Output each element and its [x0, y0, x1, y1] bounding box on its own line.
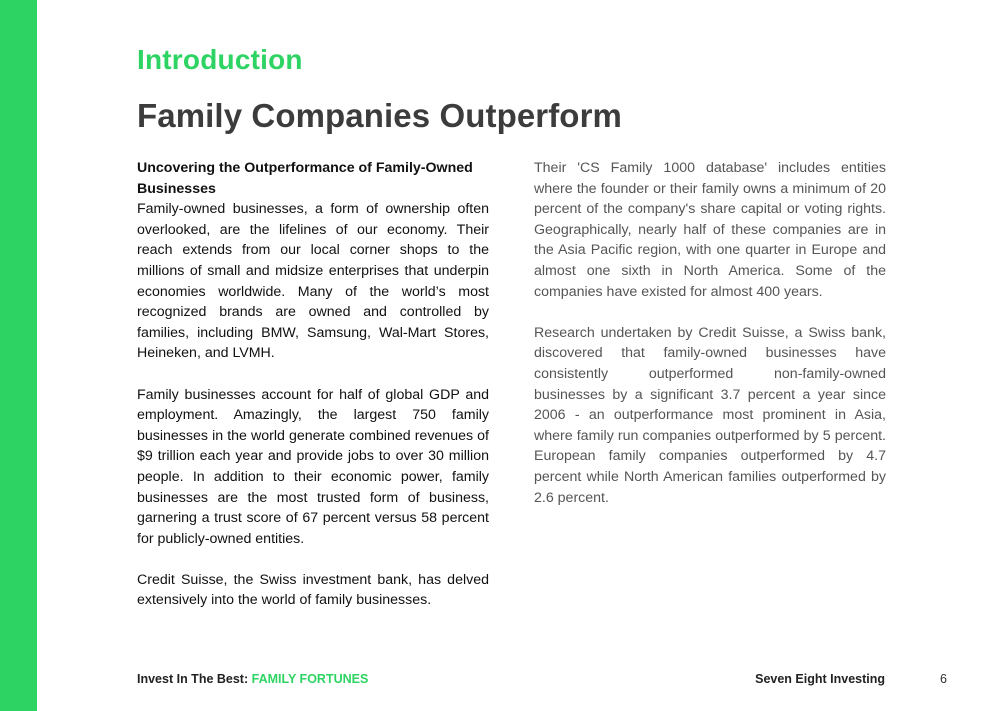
- footer-publication-title: [137, 672, 368, 686]
- body-paragraph: Credit Suisse, the Swiss investment bank, has delved extensively into the world of family businesses.: [137, 571, 489, 609]
- page-number: 6: [940, 672, 947, 686]
- accent-side-bar: [0, 0, 37, 711]
- article-subheading: Uncovering the Outperformance of Family-Owned Businesses: [137, 160, 473, 197]
- right-column: [534, 158, 886, 508]
- page-title: Family Companies Outperform: [137, 97, 622, 134]
- body-paragraph: Their 'CS Family 1000 database' includes entities where the founder or their family owns a minimum of 20 percent of the company's share capital or voting rights. Geographically, nearly half of these companies are in the Asia Pacific region, with one quarter in Europe and almost one sixth in North America. Some of the companies have existed for almost 400 years.: [534, 160, 886, 300]
- footer-publication-name: FAMILY FORTUNES: [251, 672, 369, 686]
- footer-publication-prefix: Invest In The Best:: [137, 672, 249, 686]
- body-paragraph: Family-owned businesses, a form of ownership often overlooked, are the lifelines of our economy. Their reach extends from our local corner shops to the millions of small and midsize enterprises that underpin economies worldwide. Many of the world’s most recognized brands are owned and controlled by families, including BMW, Samsung, Wal-Mart Stores, Heineken, and LVMH.: [137, 201, 489, 362]
- section-label: Introduction: [137, 44, 303, 75]
- left-column: [137, 158, 489, 611]
- footer-publisher: Seven Eight Investing: [755, 672, 885, 686]
- body-paragraph: Research undertaken by Credit Suisse, a Swiss bank, discovered that family-owned businesses have consistently outperformed non-family-owned businesses by a significant 3.7 percent a year since 2006 - an outperformance most prominent in Asia, where family run companies outperformed by 5 percent. European family companies outperformed by 4.7 percent while North American families outperformed by 2.6 percent.: [534, 324, 886, 506]
- body-paragraph: Family businesses account for half of global GDP and employment. Amazingly, the largest 750 family businesses in the world generate combined revenues of $9 trillion each year and provide jobs to over 30 million people. In addition to their economic power, family businesses are the most trusted form of business, garnering a trust score of 67 percent versus 58 percent for publicly-owned entities.: [137, 386, 489, 547]
